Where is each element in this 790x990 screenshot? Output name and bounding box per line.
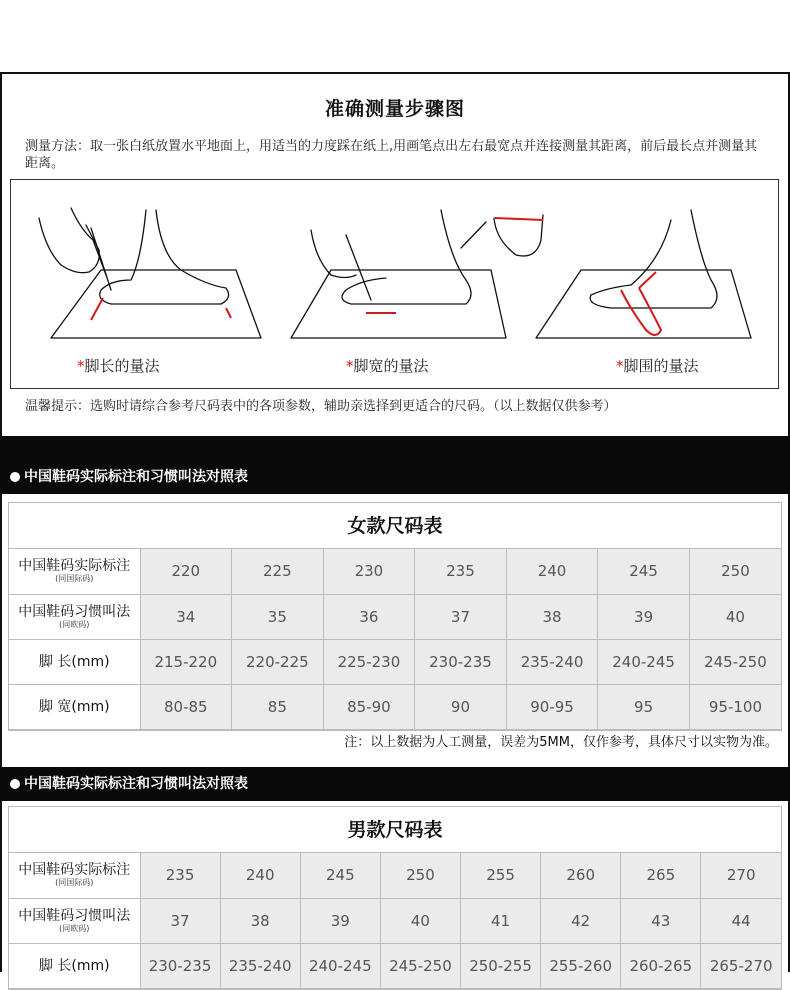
table-cell: 220-225 (232, 639, 324, 684)
row-header: 中国鞋码习惯叫法 (同欧码) (9, 898, 140, 943)
row-header: 脚 长(mm) (9, 639, 140, 684)
guide-title: 准确测量步骤图 (324, 98, 465, 120)
table-cell: 95 (598, 684, 690, 729)
table-cell: 41 (461, 898, 541, 943)
table-cell: 235 (415, 549, 507, 594)
table-cell: 245 (598, 549, 690, 594)
table-cell: 38 (506, 594, 598, 639)
table-cell: 80-85 (140, 684, 232, 729)
table-cell: 39 (300, 898, 380, 943)
measurement-illustrations (10, 179, 779, 389)
table-cell: 245 (300, 853, 380, 898)
table-row (9, 549, 781, 594)
table-cell: 37 (140, 898, 220, 943)
table-cell: 34 (140, 594, 232, 639)
measurement-note: 注：以上数据为人工测量，误差为5MM，仅作参考，具体尺寸以实物为准。 (344, 735, 778, 750)
women-size-grid (9, 549, 781, 730)
table-cell: 85-90 (323, 684, 415, 729)
caption-foot-length: *脚长的量法 (77, 357, 160, 375)
table-row (9, 684, 781, 729)
row-header: 中国鞋码习惯叫法 (同欧码) (9, 594, 140, 639)
men-size-table (8, 806, 782, 990)
table-cell: 250 (380, 853, 460, 898)
women-table-title: 女款尺码表 (9, 503, 781, 549)
men-section-heading: 中国鞋码实际标注和习惯叫法对照表 (0, 767, 790, 801)
table-cell: 240-245 (300, 943, 380, 988)
table-cell: 40 (380, 898, 460, 943)
table-cell: 255-260 (541, 943, 621, 988)
divider-band (0, 436, 790, 460)
men-size-grid (9, 853, 781, 989)
row-header: 脚 宽(mm) (9, 684, 140, 729)
table-cell: 260 (541, 853, 621, 898)
table-cell: 240 (506, 549, 598, 594)
table-cell: 85 (232, 684, 324, 729)
row-header: 中国鞋码实际标注 (同国际码) (9, 853, 140, 898)
table-cell: 44 (701, 898, 781, 943)
table-cell: 240-245 (598, 639, 690, 684)
table-cell: 215-220 (140, 639, 232, 684)
bullet-icon (10, 472, 20, 482)
measure-method-text: 测量方法：取一张白纸放置水平地面上，用适当的力度踩在纸上,用画笔点出左右最宽点并连接测量其距离，前后最长点并测量其距离。 (25, 139, 758, 171)
table-cell: 270 (701, 853, 781, 898)
table-cell: 235-240 (220, 943, 300, 988)
table-row (9, 943, 781, 988)
table-cell: 265 (621, 853, 701, 898)
row-header: 中国鞋码实际标注 (同国际码) (9, 549, 140, 594)
table-cell: 235-240 (506, 639, 598, 684)
table-cell: 36 (323, 594, 415, 639)
table-cell: 230-235 (140, 943, 220, 988)
table-cell: 250-255 (461, 943, 541, 988)
table-row (9, 639, 781, 684)
table-cell: 230 (323, 549, 415, 594)
table-cell: 43 (621, 898, 701, 943)
women-size-table (8, 502, 782, 731)
table-cell: 39 (598, 594, 690, 639)
table-cell: 95-100 (689, 684, 781, 729)
table-cell: 40 (689, 594, 781, 639)
table-cell: 255 (461, 853, 541, 898)
caption-foot-width: *脚宽的量法 (346, 357, 429, 375)
table-cell: 90 (415, 684, 507, 729)
table-cell: 42 (541, 898, 621, 943)
table-cell: 260-265 (621, 943, 701, 988)
table-cell: 250 (689, 549, 781, 594)
table-cell: 37 (415, 594, 507, 639)
table-cell: 245-250 (380, 943, 460, 988)
table-cell: 245-250 (689, 639, 781, 684)
table-cell: 90-95 (506, 684, 598, 729)
table-cell: 240 (220, 853, 300, 898)
table-row (9, 898, 781, 943)
table-cell: 220 (140, 549, 232, 594)
bullet-icon (10, 779, 20, 789)
table-row (9, 594, 781, 639)
table-cell: 235 (140, 853, 220, 898)
table-cell: 225-230 (323, 639, 415, 684)
women-section-heading: 中国鞋码实际标注和习惯叫法对照表 (0, 460, 790, 494)
table-cell: 225 (232, 549, 324, 594)
table-cell: 35 (232, 594, 324, 639)
men-table-title: 男款尺码表 (9, 807, 781, 853)
warm-tip-text: 温馨提示：选购时请综合参考尺码表中的各项参数，辅助亲选择到更适合的尺码。（以上数据仅供参考） (25, 399, 617, 414)
table-row (9, 853, 781, 898)
row-header: 脚 长(mm) (9, 943, 140, 988)
table-cell: 38 (220, 898, 300, 943)
caption-foot-girth: *脚围的量法 (616, 357, 699, 375)
table-cell: 230-235 (415, 639, 507, 684)
table-cell: 265-270 (701, 943, 781, 988)
